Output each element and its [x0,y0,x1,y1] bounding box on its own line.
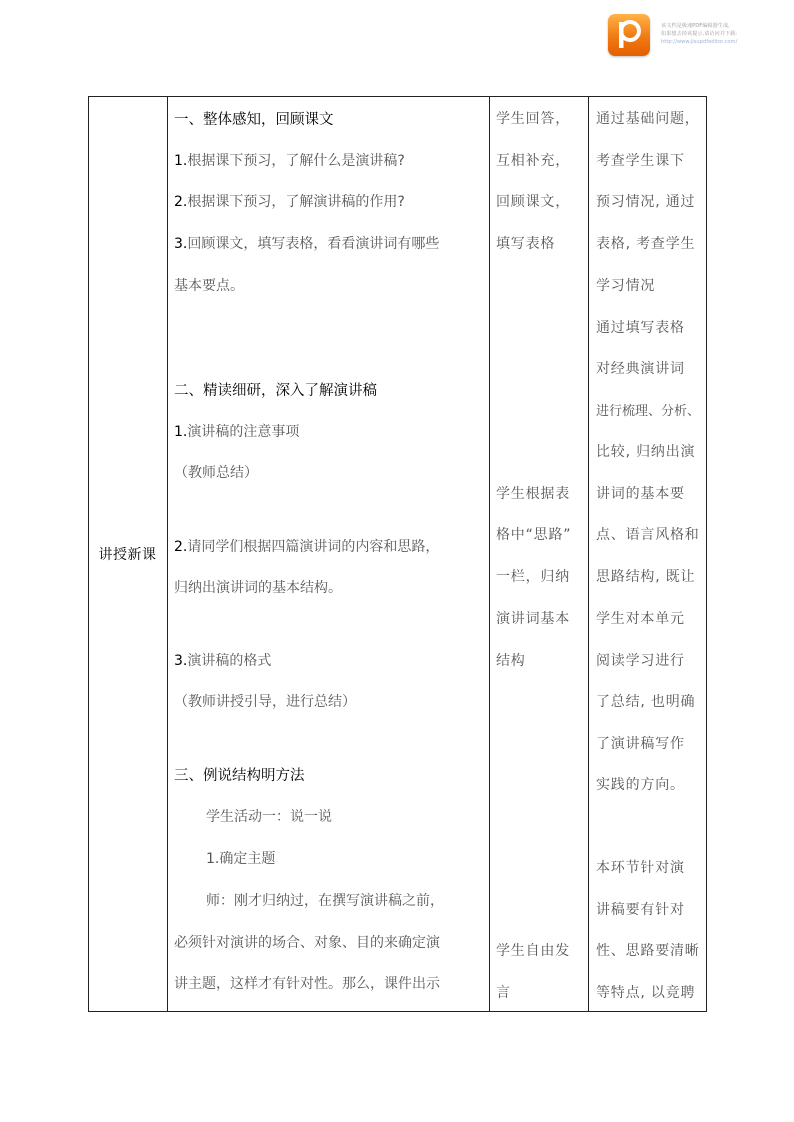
student-text: 学生回答， [496,111,570,127]
item-number: 1. [174,153,188,169]
s1-item-3-cont: 基本要点。 [174,278,244,294]
purpose-text: 通过填写表格 [596,320,685,336]
s2-item-3 [174,650,271,670]
section-3-title: 三、例说结构明方法 [174,768,305,784]
s2-item-1-note: （教师总结） [174,465,258,481]
s3-point-1: 1.确定主题 [206,851,276,867]
pdf-editor-p-logo-icon [608,14,650,56]
s2-item-1 [174,421,299,441]
item-text: 演讲稿的格式 [187,653,272,669]
item-text: 演讲稿的注意事项 [187,424,300,440]
purpose-text: 表格, 考查学生 [596,236,696,252]
student-text: 填写表格 [496,236,556,252]
s2-item-2-cont: 归纳出演讲词的基本结构。 [174,580,342,596]
student-text: 一栏，归纳 [496,569,570,585]
purpose-text: 预习情况, 通过 [596,194,696,210]
purpose-text: 讲词的基本要 [596,486,685,502]
watermark-line-2: 如果想去掉该提示,请访问并下载: [661,31,738,37]
purpose-text: 实践的方向。 [596,777,685,793]
section-1-title: 一、整体感知，回顾课文 [174,112,334,128]
student-text: 结构 [496,653,526,669]
purpose-text: 对经典演讲词 [596,361,685,377]
item-number: 1. [174,424,188,440]
s3-paragraph-line-1: 师：刚才归纳过，在撰写演讲稿之前， [206,893,444,909]
purpose-text: 进行梳理、分析、 [596,404,701,419]
purpose-text: 阅读学习进行 [596,653,685,669]
item-text: 根据课下预习，了解什么是演讲稿? [187,153,405,169]
item-number: 2. [174,539,188,555]
item-number: 3. [174,236,188,252]
purpose-text: 性、思路要清晰 [596,943,700,959]
purpose-text: 比较, 归纳出演 [596,444,696,460]
pdf-editor-logo [608,14,650,56]
column-divider [489,96,490,1012]
purpose-text: 学习情况 [596,278,656,294]
s3-paragraph-line-3: 讲主题，这样才有针对性。那么，课件出示 [174,976,440,992]
purpose-text: 通过基础问题， [596,111,700,127]
item-text: 请同学们根据四篇演讲词的内容和思路， [187,539,440,555]
s2-item-3-note: （教师讲授引导，进行总结） [174,694,356,710]
student-text: 演讲词基本 [496,611,570,627]
row-label-cell [88,96,167,1012]
watermark-link[interactable]: http://www.jisupdfeditor.com/ [661,39,738,45]
s2-item-2 [174,536,439,556]
purpose-text: 了演讲稿写作 [596,736,685,752]
s1-item-3 [174,233,439,253]
purpose-text: 等特点, 以竞聘 [596,985,696,1001]
purpose-text: 讲稿要有针对 [596,902,685,918]
student-text: 格中“思路” [496,527,572,543]
column-divider [167,96,168,1012]
student-text: 回顾课文， [496,194,570,210]
section-2-title: 二、精读细研，深入了解演讲稿 [174,383,377,399]
student-text: 学生自由发 [496,943,570,959]
watermark-line-1: 该文档是极速PDF编辑器生成, [661,23,730,29]
purpose-text: 本环节针对演 [596,860,685,876]
s1-item-2 [174,191,405,211]
row-label: 讲授新课 [98,547,157,563]
student-text: 言 [496,985,511,1001]
student-text: 互相补充， [496,153,570,169]
purpose-text: 了总结, 也明确 [596,694,696,710]
item-text: 根据课下预习，了解演讲稿的作用? [187,194,405,210]
student-text: 学生根据表 [496,486,570,502]
s1-item-1 [174,150,405,170]
item-text: 回顾课文，填写表格，看看演讲词有哪些 [187,236,440,252]
purpose-text: 点、语言风格和 [596,527,700,543]
watermark-notice [661,22,786,46]
purpose-text: 考查学生课下 [596,153,685,169]
s3-paragraph-line-2: 必须针对演讲的场合、对象、目的来确定演 [174,935,440,951]
s3-activity: 学生活动一：说一说 [206,809,332,825]
item-number: 3. [174,653,188,669]
item-number: 2. [174,194,188,210]
purpose-text: 思路结构, 既让 [596,569,696,585]
purpose-text: 学生对本单元 [596,611,685,627]
column-divider [588,96,589,1012]
